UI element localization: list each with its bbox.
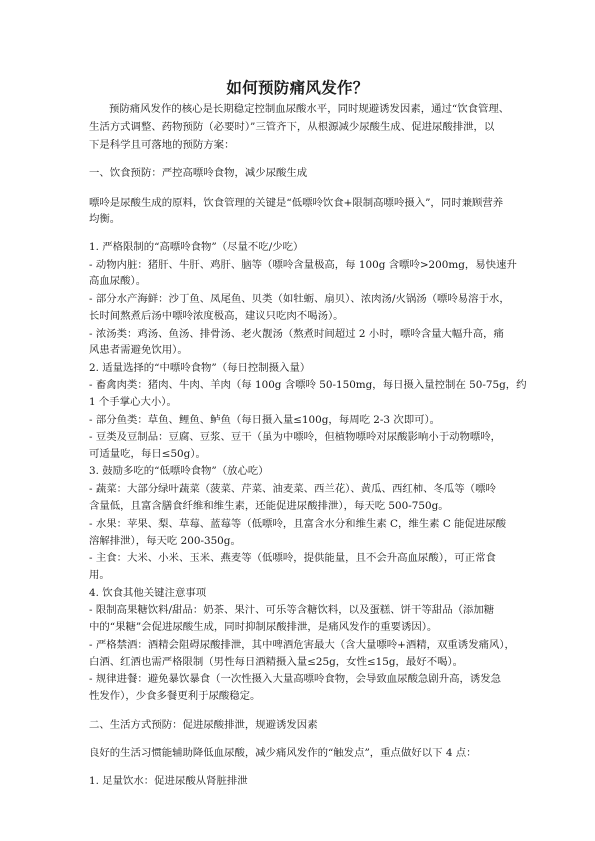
list-item-line: 白酒、红酒也需严格限制（男性每日酒精摄入量≤25g，女性≤15g，最好不喝）。 — [89, 656, 464, 668]
list-item-line: 含量低，且富含膳食纤维和维生素，还能促进尿酸排泄），每天吃 500-750g。 — [89, 500, 449, 512]
intro-line: 预防痛风发作的核心是长期稳定控制血尿酸水平，同时规避诱发因素，通过“饮食管理、 — [109, 103, 510, 115]
list-item-line: - 主食：大米、小米、玉米、燕麦等（低嘌呤，提供能量，且不会升高血尿酸），可正常食 — [89, 552, 496, 564]
list-item-line: 高血尿酸）。 — [89, 275, 147, 287]
intro-line: 下是科学且可落地的预防方案： — [89, 139, 235, 151]
list-heading: 1. 足量饮水：促进尿酸从肾脏排泄 — [89, 775, 248, 787]
list-item-line: 中的“果糖”会促进尿酸生成，同时抑制尿酸排泄，是痛风发作的重要诱因）。 — [89, 621, 438, 633]
list-item-line: - 浓汤类：鸡汤、鱼汤、排骨汤、老火靓汤（熬煮时间超过 2 小时，嘌呤含量大幅升高，痛 — [89, 328, 504, 340]
list-item-line: - 限制高果糖饮料/甜品：奶茶、果汁、可乐等含糖饮料，以及蛋糕、饼干等甜品（添加糖 — [89, 604, 495, 616]
list-item-line: - 规律进餐：避免暴饮暴食（一次性摄入大量高嘌呤食物，会导致血尿酸急剧升高，诱发急 — [89, 673, 502, 685]
section-paragraph-line: 嘌呤是尿酸生成的原料，饮食管理的关键是“低嘌呤饮食+限制高嘌呤摄入”，同时兼顾营养 — [89, 197, 504, 209]
list-heading: 3. 鼓励多吃的“低嘌呤食物”（放心吃） — [89, 465, 269, 477]
list-item-line: 长时间熬煮后汤中嘌呤浓度极高，建议只吃肉不喝汤）。 — [89, 310, 344, 322]
list-item-line: - 蔬菜：大部分绿叶蔬菜（菠菜、芹菜、油麦菜、西兰花）、黄瓜、西红柿、冬瓜等（嘌呤 — [89, 483, 496, 495]
document-title: 如何预防痛风发作？ — [226, 79, 369, 97]
list-item-line: - 水果：苹果、梨、草莓、蓝莓等（低嘌呤，且富含水分和维生素 C，维生素 C 能促进尿酸 — [89, 518, 507, 530]
list-heading: 4. 饮食其他关键注意事项 — [89, 587, 207, 599]
list-item-line: - 动物内脏：猪肝、牛肝、鸡肝、脑等（嘌呤含量极高，每 100g 含嘌呤>200mg，易快速升 — [89, 259, 517, 271]
list-item-line: 可适量吃，每日≤50g）。 — [89, 448, 206, 460]
list-heading: 2. 适量选择的“中嘌呤食物”（每日控制摄入量） — [89, 362, 311, 374]
list-item-line: - 畜禽肉类：猪肉、牛肉、羊肉（每 100g 含嘌呤 50-150mg，每日摄入量控制在 50-75g，约 — [89, 379, 527, 391]
list-item-line: 1 个手掌心大小）。 — [89, 396, 177, 408]
list-item-line: - 部分鱼类：草鱼、鲤鱼、鲈鱼（每日摄入量≤100g，每周吃 2-3 次即可）。 — [89, 414, 441, 426]
list-item-line: - 部分水产海鲜：沙丁鱼、凤尾鱼、贝类（如牡蛎、扇贝）、浓肉汤/火锅汤（嘌呤易溶于水， — [89, 293, 510, 305]
section-paragraph-line: 均衡。 — [89, 213, 121, 225]
list-item-line: 用。 — [89, 569, 110, 581]
list-heading: 1. 严格限制的“高嘌呤食物”（尽量不吃/少吃） — [89, 241, 304, 253]
list-item-line: - 严格禁酒：酒精会阻碍尿酸排泄，其中啤酒危害最大（含大量嘌呤+酒精，双重诱发痛风）， — [89, 639, 515, 651]
list-item-line: 溶解排泄），每天吃 200-350g。 — [89, 535, 241, 547]
section-heading: 一、饮食预防：严控高嘌呤食物，减少尿酸生成 — [89, 167, 308, 179]
list-item-line: 性发作），少食多餐更利于尿酸稳定。 — [89, 690, 261, 702]
section-heading: 二、生活方式预防：促进尿酸排泄，规避诱发因素 — [89, 719, 318, 731]
list-item-line: 风患者需避免饮用）。 — [89, 344, 188, 356]
section-paragraph-line: 良好的生活习惯能辅助降低血尿酸，减少痛风发作的“触发点”，重点做好以下 4 点： — [89, 747, 477, 759]
intro-line: 生活方式调整、药物预防（必要时）”三管齐下，从根源减少尿酸生成、促进尿酸排泄，以 — [89, 121, 495, 133]
list-item-line: - 豆类及豆制品：豆腐、豆浆、豆干（虽为中嘌呤，但植物嘌呤对尿酸影响小于动物嘌呤， — [89, 431, 502, 443]
